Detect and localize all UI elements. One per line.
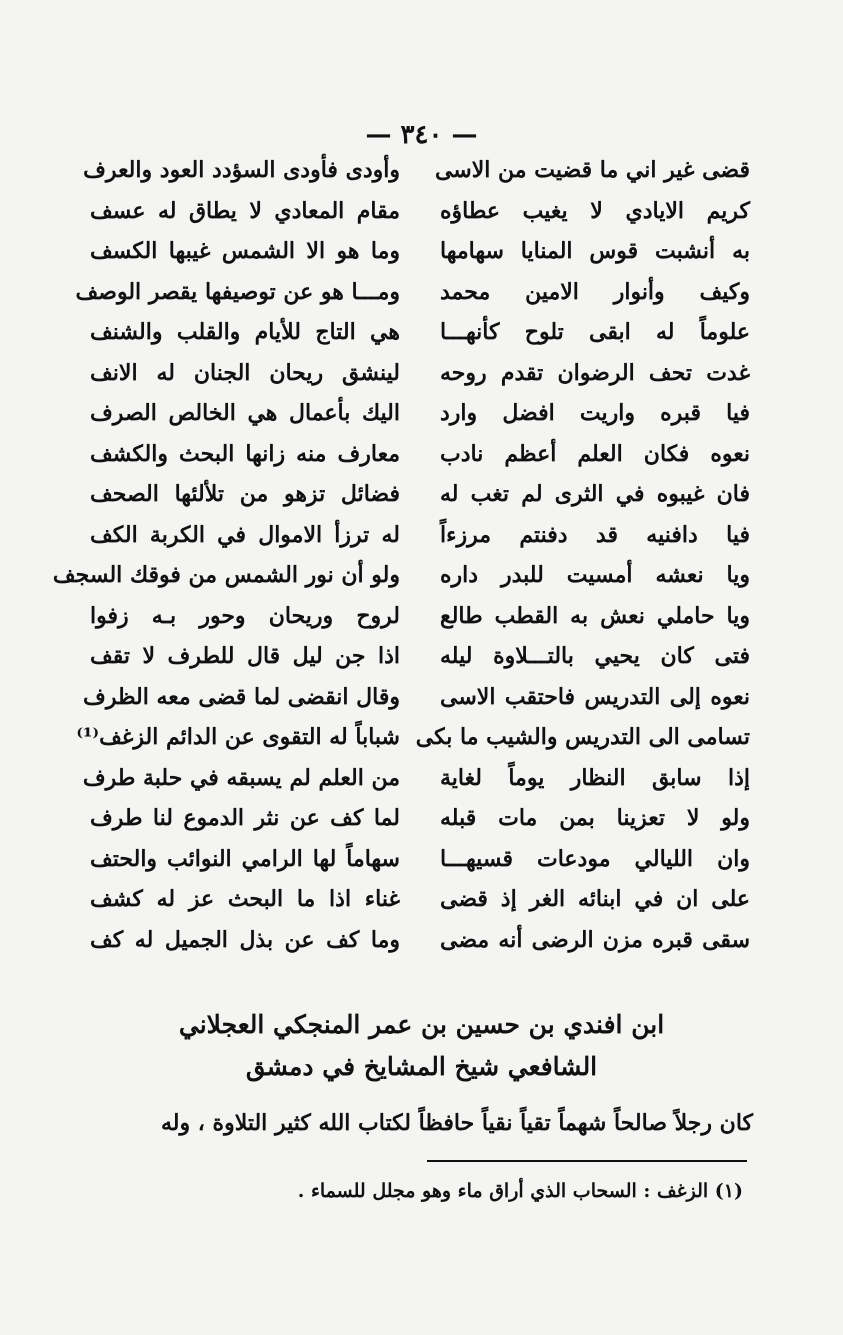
verse-first-hemistich: فيا قبره واريت افضل وارد — [440, 400, 750, 427]
verse-second-hemistich: ومـــا هو عن توصيفها يقصر الوصف — [75, 278, 400, 305]
poem-verse — [90, 839, 750, 880]
poem — [52, 150, 750, 980]
verse-second-hemistich: لروح وريحان وحور بـه زفوا — [90, 602, 400, 629]
verse-first-hemistich: كريم الايادي لا يغيب عطاؤه — [440, 197, 750, 224]
page-number: — ٣٤٠ — — [365, 120, 478, 150]
verse-first-hemistich: سقى قبره مزن الرضى أنه مضى — [440, 926, 750, 953]
verse-first-hemistich: غدت تحف الرضوان تقدم روحه — [440, 359, 750, 386]
verse-second-hemistich: من العلم لم يسبقه في حلبة طرف — [82, 764, 400, 791]
verse-second-hemistich: هي التاج للأيام والقلب والشنف — [90, 319, 400, 346]
verse-second-hemistich: فضائل تزهو من تلألئها الصحف — [90, 481, 400, 508]
poem-verse — [90, 920, 750, 961]
verse-first-hemistich: به أنشبت قوس المنايا سهامها — [440, 238, 750, 265]
verse-second-hemistich: غناء اذا ما البحث عز له كشف — [90, 886, 400, 913]
verse-second-hemistich: لما كف عن نثر الدموع لنا طرف — [90, 805, 400, 832]
poem-verse — [82, 758, 750, 799]
verse-second-hemistich: وما كف عن بذل الجميل له كف — [90, 926, 400, 953]
verse-first-hemistich: ويا نعشه أمسيت للبدر داره — [440, 562, 750, 589]
verse-second-hemistich: له ترزأ الاموال في الكربة الكف — [90, 521, 400, 548]
biography-body-text: كان رجلاً صالحاً شهماً تقياً نقياً حافظاً لكتاب الله كثير التلاوة ، وله — [161, 1110, 753, 1136]
verse-first-hemistich: وان الليالي مودعات قسيهـــا — [440, 845, 750, 872]
verse-first-hemistich: على ان في ابنائه الغر إذ قضى — [440, 886, 750, 913]
poem-verse — [90, 393, 750, 434]
poem-verse — [90, 879, 750, 920]
verse-second-hemistich: لينشق ريحان الجنان له الانف — [90, 359, 400, 386]
verse-first-hemistich: فتى كان يحيي بالتـــلاوة ليله — [440, 643, 750, 670]
verse-first-hemistich: تسامى الى التدريس والشيب ما بكى — [415, 724, 750, 751]
footnote: (١) الزغف : السحاب الذي أراق ماء وهو مجلل للسماء . — [297, 1180, 743, 1202]
poem-verse — [90, 312, 750, 353]
verse-second-hemistich: مقام المعادي لا يطاق له عسف — [90, 197, 400, 224]
verse-first-hemistich: فان غيبوه في الثرى لم تغب له — [440, 481, 750, 508]
verse-second-hemistich: وقال انقضى لما قضى معه الظرف — [83, 683, 400, 710]
poem-verse — [90, 596, 750, 637]
poem-verse — [90, 434, 750, 475]
verse-second-hemistich: سهاماً لها الرامي النوائب والحتف — [90, 845, 400, 872]
verse-second-hemistich: شباباً له التقوى عن الدائم الزغف⁽¹⁾ — [76, 724, 400, 751]
verse-first-hemistich: علوماً له ابقى تلوح كأنهـــا — [440, 319, 750, 346]
verse-first-hemistich: ولو لا تعزينا بمن مات قبله — [440, 805, 750, 832]
poem-verse — [90, 515, 750, 556]
verse-second-hemistich: وأودى فأودى السؤدد العود والعرف — [83, 157, 400, 184]
poem-verse — [52, 555, 750, 596]
poem-verse — [90, 353, 750, 394]
poem-verse — [90, 231, 750, 272]
poem-verse — [83, 677, 750, 718]
poem-verse — [75, 272, 750, 313]
verse-first-hemistich: وكيف وأنوار الامين محمد — [440, 278, 750, 305]
verse-second-hemistich: ولو أن نور الشمس من فوقك السجف — [52, 562, 400, 589]
verse-second-hemistich: اليك بأعمال هي الخالص الصرف — [90, 400, 400, 427]
verse-first-hemistich: نعوه إلى التدريس فاحتقب الاسى — [440, 683, 750, 710]
biography-heading-name: ابن افندي بن حسين بن عمر المنجكي العجلاني — [178, 1010, 665, 1039]
poem-verse — [90, 191, 750, 232]
verse-first-hemistich: فيا دافنيه قد دفنتم مرزءاً — [440, 521, 750, 548]
poem-verse — [90, 798, 750, 839]
poem-verse — [90, 636, 750, 677]
verse-first-hemistich: قضى غير اني ما قضيت من الاسى — [434, 157, 750, 184]
poem-verse — [76, 717, 750, 758]
verse-second-hemistich: اذا جن ليل قال للطرف لا تقف — [90, 643, 400, 670]
verse-first-hemistich: نعوه فكان العلم أعظم نادب — [440, 440, 750, 467]
biography-heading-title: الشافعي شيخ المشايخ في دمشق — [245, 1052, 598, 1081]
poem-verse — [83, 150, 750, 191]
poem-verse — [90, 474, 750, 515]
verse-second-hemistich: معارف منه زانها البحث والكشف — [90, 440, 400, 467]
verse-first-hemistich: إذا سابق النظار يوماً لغاية — [440, 764, 750, 791]
footnote-divider — [427, 1160, 747, 1162]
verse-first-hemistich: ويا حاملي نعش به القطب طالع — [440, 602, 750, 629]
verse-second-hemistich: وما هو الا الشمس غيبها الكسف — [90, 238, 400, 265]
